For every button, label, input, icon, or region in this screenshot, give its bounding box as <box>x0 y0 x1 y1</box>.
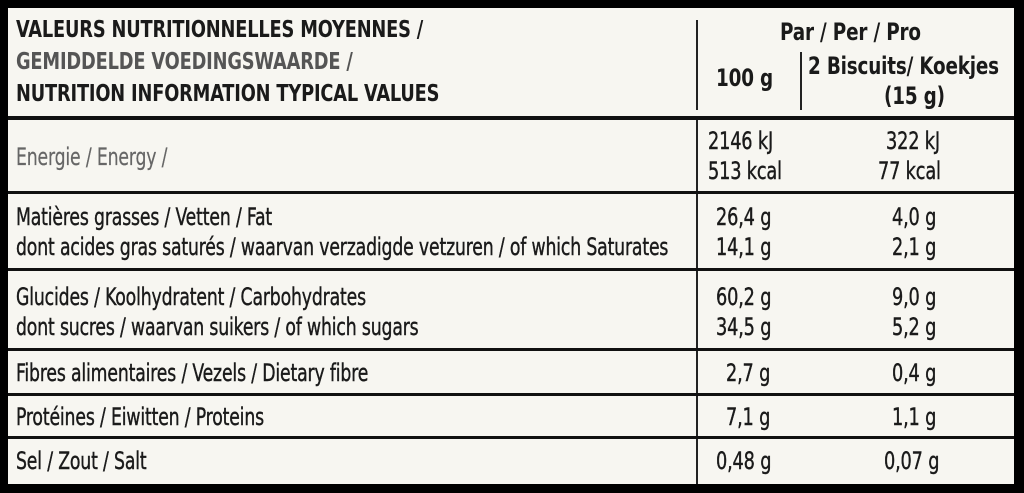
nutrition-table <box>8 8 1014 484</box>
carbs-portion: 9,0 g <box>892 283 937 311</box>
col-100g-header: 100 g <box>716 64 773 92</box>
title-nl: GEMIDDELDE VOEDINGSWAARDE / <box>16 49 353 75</box>
protein-portion: 1,1 g <box>892 403 937 431</box>
rule-header <box>8 116 1014 120</box>
rule-fat <box>8 268 1014 271</box>
energy-kj-portion: 322 kJ <box>886 127 940 155</box>
col-divider-2 <box>800 52 802 110</box>
row-protein-label: Protéines / Eiwitten / Proteins <box>16 403 264 431</box>
fat-100g: 26,4 g <box>716 203 772 231</box>
rule-protein <box>8 436 1014 439</box>
saturates-100g: 14,1 g <box>716 233 772 261</box>
row-fat-label: Matières grasses / Vetten / Fat <box>16 203 272 231</box>
saturates-portion: 2,1 g <box>892 233 937 261</box>
row-carbs-label: Glucides / Koolhydratent / Carbohydrates <box>16 283 366 311</box>
energy-kj-100g: 2146 kJ <box>708 127 773 155</box>
energy-kcal-portion: 77 kcal <box>878 157 941 185</box>
col-divider-1 <box>696 20 698 110</box>
rule-fibre <box>8 393 1014 396</box>
salt-portion: 0,07 g <box>884 447 940 475</box>
col-portion-header: 2 Biscuits/ Koekjes <box>808 52 999 80</box>
rule-energy <box>8 191 1014 194</box>
row-saturates-label: dont acides gras saturés / waarvan verzadigde vetzuren / of which Saturates <box>16 233 669 261</box>
salt-100g: 0,48 g <box>716 447 772 475</box>
sugars-100g: 34,5 g <box>716 313 772 341</box>
row-fibre-label: Fibres alimentaires / Vezels / Dietary fibre <box>16 359 369 387</box>
protein-100g: 7,1 g <box>726 403 771 431</box>
fibre-100g: 2,7 g <box>726 359 771 387</box>
fat-portion: 4,0 g <box>892 203 937 231</box>
fibre-portion: 0,4 g <box>892 359 937 387</box>
row-energy-label: Energie / Energy / <box>16 143 168 171</box>
col-portion-weight: (15 g) <box>884 82 945 110</box>
carbs-100g: 60,2 g <box>716 283 772 311</box>
row-salt-label: Sel / Zout / Salt <box>16 447 147 475</box>
per-label: Par / Per / Pro <box>780 18 921 46</box>
energy-kcal-100g: 513 kcal <box>708 157 782 185</box>
title-fr: VALEURS NUTRITIONNELLES MOYENNES / <box>16 17 424 43</box>
rule-carbs <box>8 348 1014 351</box>
col-divider-1-body <box>696 120 698 484</box>
sugars-portion: 5,2 g <box>892 313 937 341</box>
title-en: NUTRITION INFORMATION TYPICAL VALUES <box>16 81 440 107</box>
row-sugars-label: dont sucres / waarvan suikers / of which sugars <box>16 313 419 341</box>
